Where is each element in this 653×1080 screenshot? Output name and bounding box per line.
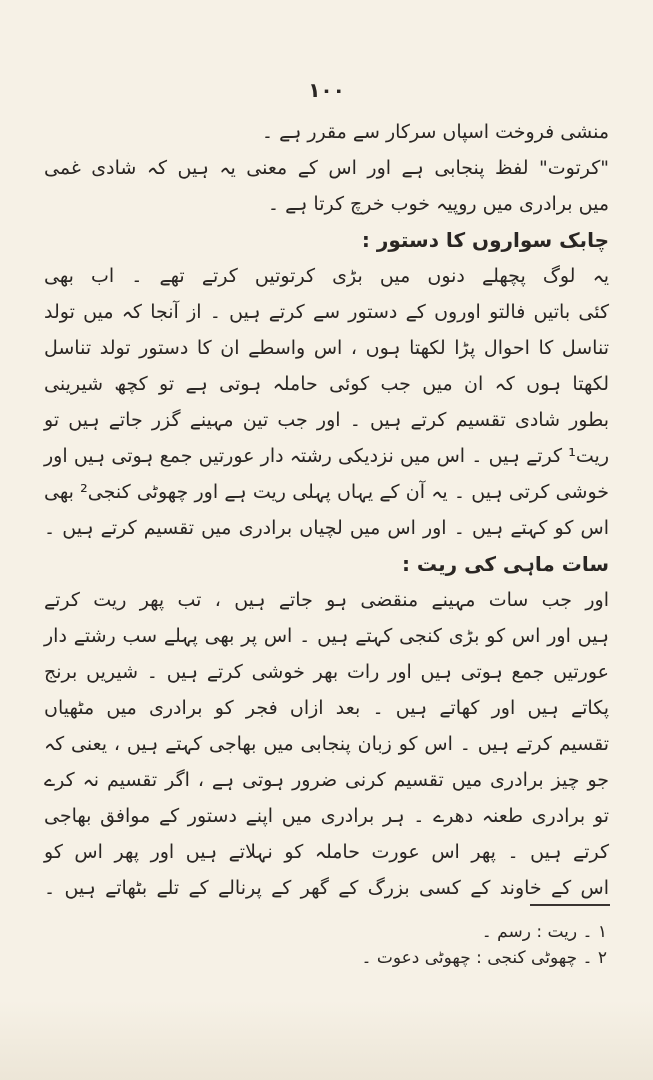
text-line: ہیں اور اس کو بڑی کنجی کہتے ہیں ۔ اس پر بھی پہلے سب رشتے دار bbox=[44, 625, 609, 647]
text-line: خوشی کرتی ہیں ۔ یہ آن کے یہاں پہلی ریت ہے اور چھوٹی کنجی² بھی bbox=[44, 481, 609, 503]
footnote-divider bbox=[530, 904, 610, 906]
text-line: بطور شادی تقسیم کرتے ہیں ۔ اور جب تین مہینے گزر جاتے ہیں تو bbox=[44, 409, 609, 431]
footnote: ۲ ۔ چھوٹی کنجی : چھوٹی دعوت ۔ bbox=[361, 948, 607, 968]
body-text bbox=[44, 118, 609, 898]
text-line: اس کو کہتے ہیں ۔ اور اس میں لچیاں برادری میں تقسیم کرتے ہیں ۔ bbox=[44, 517, 609, 539]
section-heading: سات ماہی کی ریت : bbox=[401, 552, 609, 576]
text-line: کئی باتیں فالتو اوروں کے دستور سے کرتے ہیں ۔ از آنجا کہ میں تولد bbox=[44, 301, 609, 323]
text-line: منشی فروخت اسپاں سرکار سے مقرر ہے ۔ bbox=[261, 121, 609, 143]
text-line: اور جب سات مہینے منقضی ہو جاتے ہیں ، تب پھر ریت کرتے bbox=[44, 589, 609, 611]
text-line: "کرتوت" لفظ پنجابی ہے اور اس کے معنی یہ ہیں کہ شادی غمی bbox=[44, 157, 609, 179]
text-line: اس کے خاوند کے کسی بزرگ کے گھر کے پرنالے کے تلے بٹھاتے ہیں ۔ bbox=[44, 877, 609, 899]
text-line: یہ لوگ پچھلے دنوں میں بڑی کرتوتیں کرتے تھے ۔ اب بھی bbox=[44, 265, 609, 287]
text-line: جو چیز برادری میں تقسیم کرنی ضرور ہوتی ہے ، اگر تقسیم نہ کرے bbox=[44, 769, 609, 791]
text-line: لکھتا ہوں کہ ان میں جب کوئی حاملہ ہوتی ہے تو کچھ شیرینی bbox=[44, 373, 609, 395]
section-heading: چابک سواروں کا دستور : bbox=[361, 228, 609, 252]
text-line: ریت¹ کرتے ہیں ۔ اس میں نزدیکی رشتہ دار عورتیں جمع ہوتی ہیں اور bbox=[44, 445, 609, 467]
text-line: عورتیں جمع ہوتی ہیں اور رات بھر خوشی کرتے ہیں ۔ شیریں برنج bbox=[44, 661, 609, 683]
text-line: کرتے ہیں ۔ پھر اس عورت حاملہ کو نہلاتے ہیں اور پھر اس کو bbox=[44, 841, 609, 863]
page-number: ۱۰۰ bbox=[308, 78, 345, 102]
text-line: تو برادری طعنہ دھرے ۔ ہر برادری میں اپنے دستور کے موافق بھاجی bbox=[44, 805, 609, 827]
text-line: میں برادری میں روپیہ خوب خرچ کرتا ہے ۔ bbox=[267, 193, 609, 215]
text-line: تقسیم کرتے ہیں ۔ اس کو زبان پنجابی میں بھاجی کہتے ہیں ، یعنی کہ bbox=[44, 733, 609, 755]
text-line: پکاتے ہیں اور کھاتے ہیں ۔ بعد ازاں فجر کو برادری میں مٹھیاں bbox=[44, 697, 609, 719]
footnote: ۱ ۔ ریت : رسم ۔ bbox=[481, 922, 607, 942]
text-line: تناسل کا احوال پڑا لکھتا ہوں ، اس واسطے ان کا دستور تولد تناسل bbox=[44, 337, 609, 359]
paper-shading bbox=[0, 1000, 653, 1080]
